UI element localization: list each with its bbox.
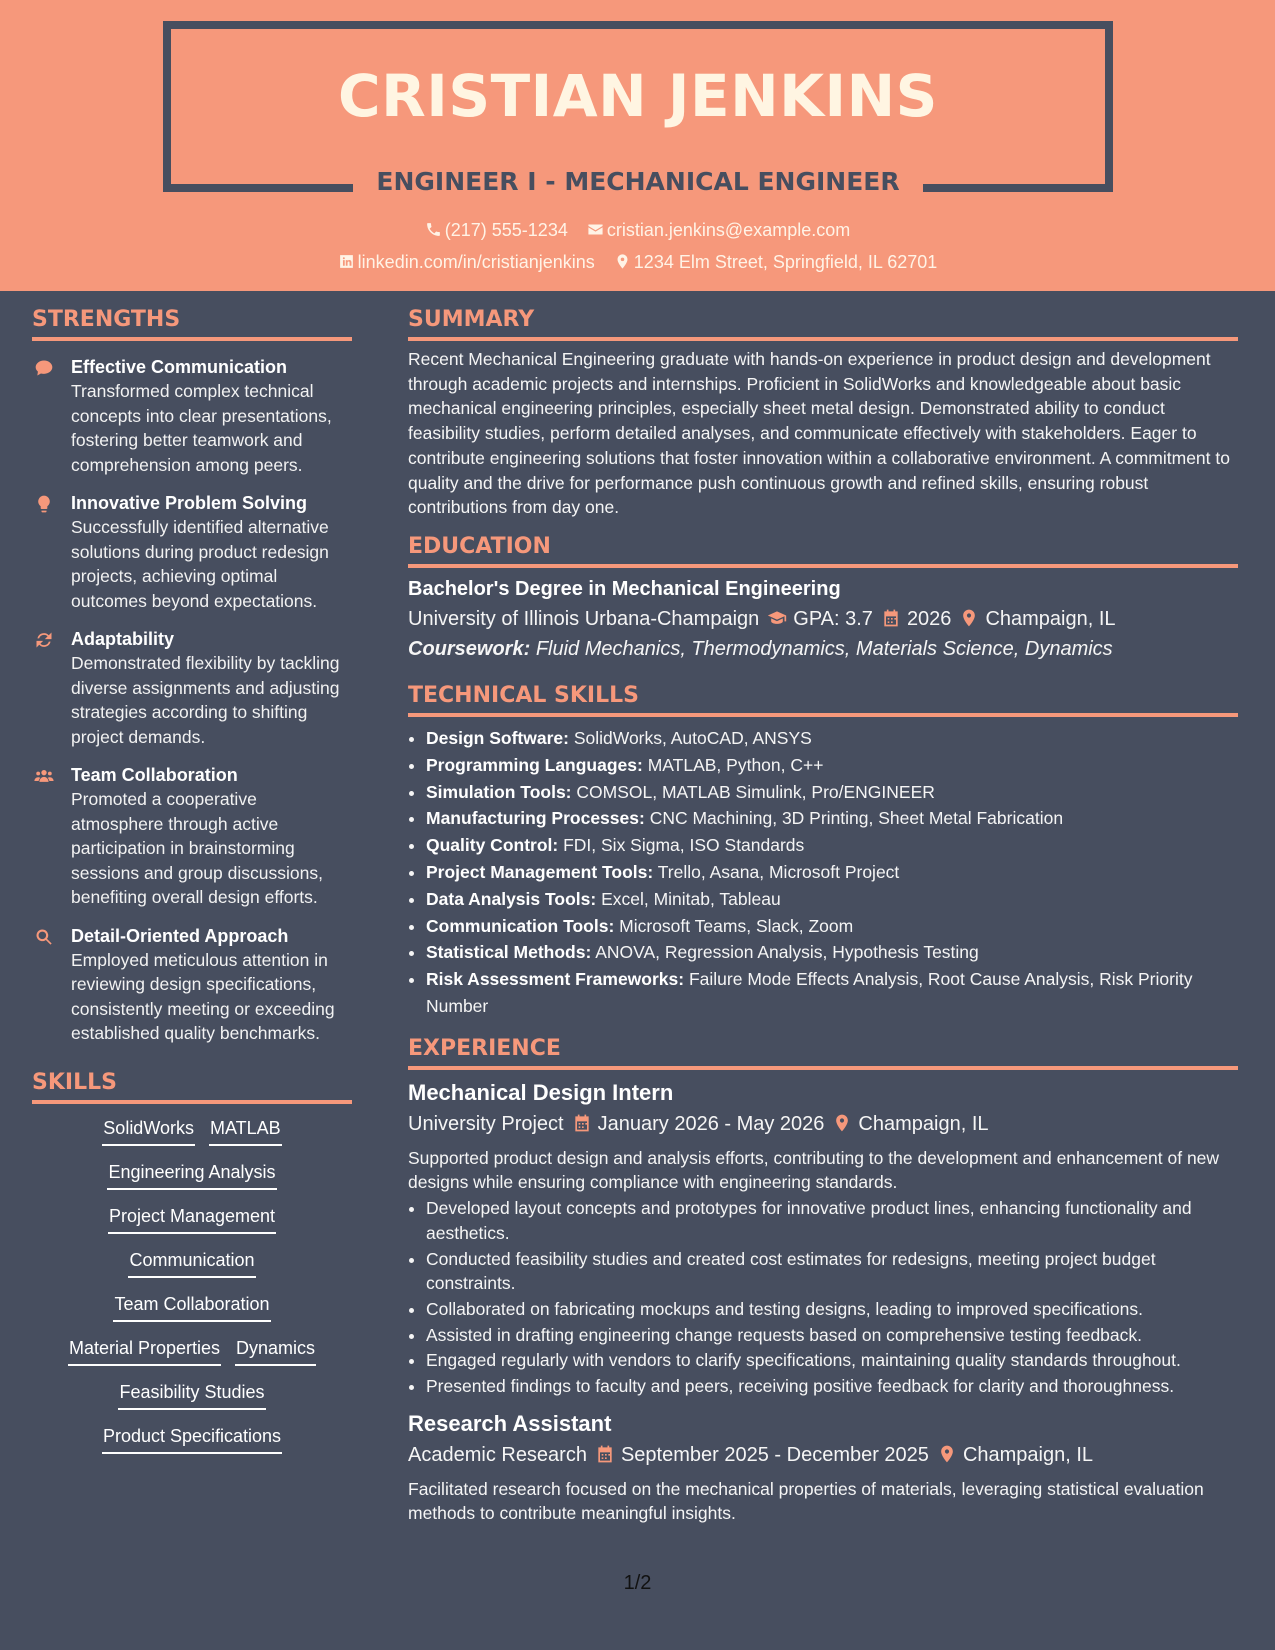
page-number: 1/2 [623, 1572, 652, 1594]
list-item [426, 966, 1238, 1020]
experience-entry [408, 1080, 1238, 1399]
list-item [426, 832, 1238, 859]
header-frame-segment [163, 184, 353, 192]
skill-tags [32, 1116, 352, 1456]
job-organization: University Project [408, 1112, 564, 1135]
job-meta [408, 1444, 1238, 1467]
list-item [426, 752, 1238, 779]
strength-title: Team Collaboration [71, 765, 238, 785]
education-meta [408, 608, 1238, 631]
graduation-cap-icon [767, 608, 787, 628]
list-item [426, 939, 1238, 966]
skill-category: Data Analysis Tools: [426, 888, 597, 909]
experience-heading: EXPERIENCE [408, 1036, 1238, 1070]
email-text: cristian.jenkins@example.com [606, 220, 851, 240]
calendar-icon [595, 1444, 615, 1464]
experience-entry [408, 1411, 1238, 1526]
skill-values: COMSOL, MATLAB Simulink, Pro/ENGINEER [576, 781, 935, 802]
list-item: • Developed layout concepts and prototypes for innovative product lines, enhancing functionality and aesthetics. [426, 1196, 1238, 1245]
strength-item [32, 763, 352, 910]
job-dates: January 2026 - May 2026 [597, 1112, 825, 1135]
skill-tag: MATLAB [209, 1116, 282, 1146]
list-item [426, 725, 1238, 752]
skill-tag: Team Collaboration [113, 1292, 270, 1322]
strength-description: Demonstrated flexibility by tackling diverse assignments and adjusting strategies according to shifting project demands. [71, 653, 340, 747]
list-item [426, 805, 1238, 832]
skill-category: Design Software: [426, 727, 569, 748]
job-description: Supported product design and analysis efforts, contributing to the development and enhancement of new designs while ensuring compliance with engineering standards. [408, 1147, 1220, 1193]
job-location: Champaign, IL [962, 1443, 1094, 1466]
job-bullets [408, 1196, 1238, 1399]
coursework [408, 638, 1238, 661]
coursework-list: Fluid Mechanics, Thermodynamics, Materials Science, Dynamics [535, 637, 1113, 660]
list-item [426, 913, 1238, 940]
technical-skills-heading: TECHNICAL SKILLS [408, 683, 1238, 717]
candidate-name: CRISTIAN JENKINS [338, 62, 938, 130]
calendar-icon [572, 1113, 592, 1133]
job-dates: September 2025 - December 2025 [620, 1443, 929, 1466]
school-name: University of Illinois Urbana-Champaign [408, 607, 760, 630]
education-heading: EDUCATION [408, 534, 1238, 568]
resume-header [0, 0, 1275, 291]
list-item: • Presented findings to faculty and peers, receiving positive feedback for clarity and thoroughness. [426, 1374, 1238, 1399]
address-text: 1234 Elm Street, Springfield, IL 62701 [633, 252, 938, 272]
refresh-icon [34, 630, 54, 650]
header-frame-segment [923, 184, 1113, 192]
skill-tag: Engineering Analysis [107, 1160, 276, 1190]
skill-tag: Communication [128, 1248, 255, 1278]
job-meta [408, 1113, 1238, 1136]
strength-title: Innovative Problem Solving [71, 493, 308, 513]
skill-category: Manufacturing Processes: [426, 808, 645, 829]
list-item [426, 779, 1238, 806]
skill-values: Microsoft Teams, Slack, Zoom [619, 915, 854, 936]
skill-category: Risk Assessment Frameworks: [426, 969, 685, 990]
map-pin-icon [959, 608, 979, 628]
list-item [426, 886, 1238, 913]
strength-description: Promoted a cooperative atmosphere through active participation in brainstorming sessions and group discussions, benefiting overall design efforts. [71, 789, 323, 907]
skill-tag: Project Management [108, 1204, 276, 1234]
skill-category: Programming Languages: [426, 754, 643, 775]
phone-icon [425, 221, 442, 238]
strength-item [32, 355, 352, 477]
calendar-icon [881, 608, 901, 628]
graduation-year: 2026 [906, 607, 952, 630]
strength-description: Successfully identified alternative solutions during product redesign projects, achieving optimal outcomes beyond expectations. [71, 517, 329, 611]
summary-heading: SUMMARY [408, 307, 1238, 341]
phone-contact[interactable] [425, 220, 568, 241]
job-description: Facilitated research focused on the mechanical properties of materials, leveraging statistical evaluation methods to contribute meaningful insights. [408, 1478, 1204, 1524]
skill-category: Communication Tools: [426, 915, 615, 936]
linkedin-text: linkedin.com/in/cristianjenkins [357, 252, 595, 272]
map-pin-icon [832, 1113, 852, 1133]
skill-tag: Material Properties [68, 1336, 221, 1366]
skill-tag: SolidWorks [102, 1116, 195, 1146]
skill-values: CNC Machining, 3D Printing, Sheet Metal Fabrication [649, 808, 1064, 829]
skill-values: Trello, Asana, Microsoft Project [657, 861, 900, 882]
skill-tag: Dynamics [235, 1336, 316, 1366]
skill-category: Quality Control: [426, 835, 559, 856]
speech-bubble-icon [34, 358, 54, 378]
users-icon [34, 766, 54, 786]
linkedin-contact[interactable] [338, 252, 595, 273]
contact-row [0, 220, 1275, 241]
envelope-icon [587, 221, 604, 238]
contact-row [0, 252, 1275, 273]
job-title: ENGINEER I - MECHANICAL ENGINEER [376, 167, 900, 196]
skills-heading: SKILLS [32, 1070, 352, 1104]
skill-category: Simulation Tools: [426, 781, 572, 802]
skill-tag: Product Specifications [102, 1424, 282, 1454]
school-location: Champaign, IL [985, 607, 1116, 630]
strength-description: Employed meticulous attention in reviewing design specifications, consistently meeting or exceeding established quality benchmarks. [71, 949, 335, 1043]
list-item: • Collaborated on fabricating mockups and testing designs, leading to improved specifications. [426, 1297, 1238, 1322]
search-icon [34, 927, 54, 947]
email-contact[interactable] [587, 220, 850, 241]
job-location: Champaign, IL [858, 1112, 989, 1135]
list-item: • Engaged regularly with vendors to clarify specifications, maintaining quality standards throughout. [426, 1348, 1238, 1373]
skill-category: Project Management Tools: [426, 861, 654, 882]
strength-item [32, 924, 352, 1046]
job-role: Research Assistant [408, 1410, 612, 1436]
list-item: • Conducted feasibility studies and created cost estimates for redesigns, meeting project budget constraints. [426, 1247, 1238, 1296]
gpa-text: GPA: 3.7 [793, 607, 873, 630]
skill-values: MATLAB, Python, C++ [647, 754, 824, 775]
map-pin-icon [614, 253, 631, 270]
phone-text: (217) 555-1234 [444, 220, 568, 240]
left-column [32, 291, 352, 1456]
strength-description: Transformed complex technical concepts into clear presentations, fostering better teamwork and comprehension among peers. [71, 381, 332, 475]
skill-values: ANOVA, Regression Analysis, Hypothesis Testing [595, 942, 979, 963]
strength-item [32, 627, 352, 749]
list-item [426, 859, 1238, 886]
degree-title: Bachelor's Degree in Mechanical Engineering [408, 577, 841, 600]
list-item: • Assisted in drafting engineering change requests based on comprehensive testing feedback. [426, 1323, 1238, 1348]
strength-title: Detail-Oriented Approach [71, 925, 289, 946]
coursework-label: Coursework: [408, 637, 531, 660]
strength-title: Effective Communication [71, 357, 288, 377]
summary-text: Recent Mechanical Engineering graduate with hands-on experience in product design and development through academic projects and internships. Proficient in SolidWorks and knowledgeable about basic mechanical engineering principles, especially sheet metal design. Demonstrated ability to conduct feasibility studies, perform detailed analyses, and communicate effectively with stakeholders. Eager to contribute engineering solutions that foster innovation within a collaborative environment. A commitment to quality and the drive for performance push continuous growth and refined skills, ensuring robust contributions from day one. [408, 349, 1230, 518]
map-pin-icon [937, 1444, 957, 1464]
technical-skills-list [408, 725, 1238, 1020]
lightbulb-icon [34, 494, 54, 514]
skill-values: Excel, Minitab, Tableau [601, 888, 781, 909]
skill-values: FDI, Six Sigma, ISO Standards [563, 835, 805, 856]
linkedin-icon [338, 253, 355, 270]
strength-item [32, 491, 352, 613]
right-column [408, 291, 1238, 1526]
job-organization: Academic Research [408, 1443, 587, 1466]
address-contact [614, 252, 938, 273]
skill-values: Failure Mode Effects Analysis, Root Cause Analysis, Risk Priority Number [426, 969, 1193, 1016]
strength-title: Adaptability [71, 629, 175, 649]
job-role: Mechanical Design Intern [408, 1079, 674, 1105]
strengths-heading: STRENGTHS [32, 307, 352, 341]
skill-values: SolidWorks, AutoCAD, ANSYS [573, 727, 812, 748]
skill-tag: Feasibility Studies [118, 1380, 265, 1410]
skill-category: Statistical Methods: [426, 942, 592, 963]
